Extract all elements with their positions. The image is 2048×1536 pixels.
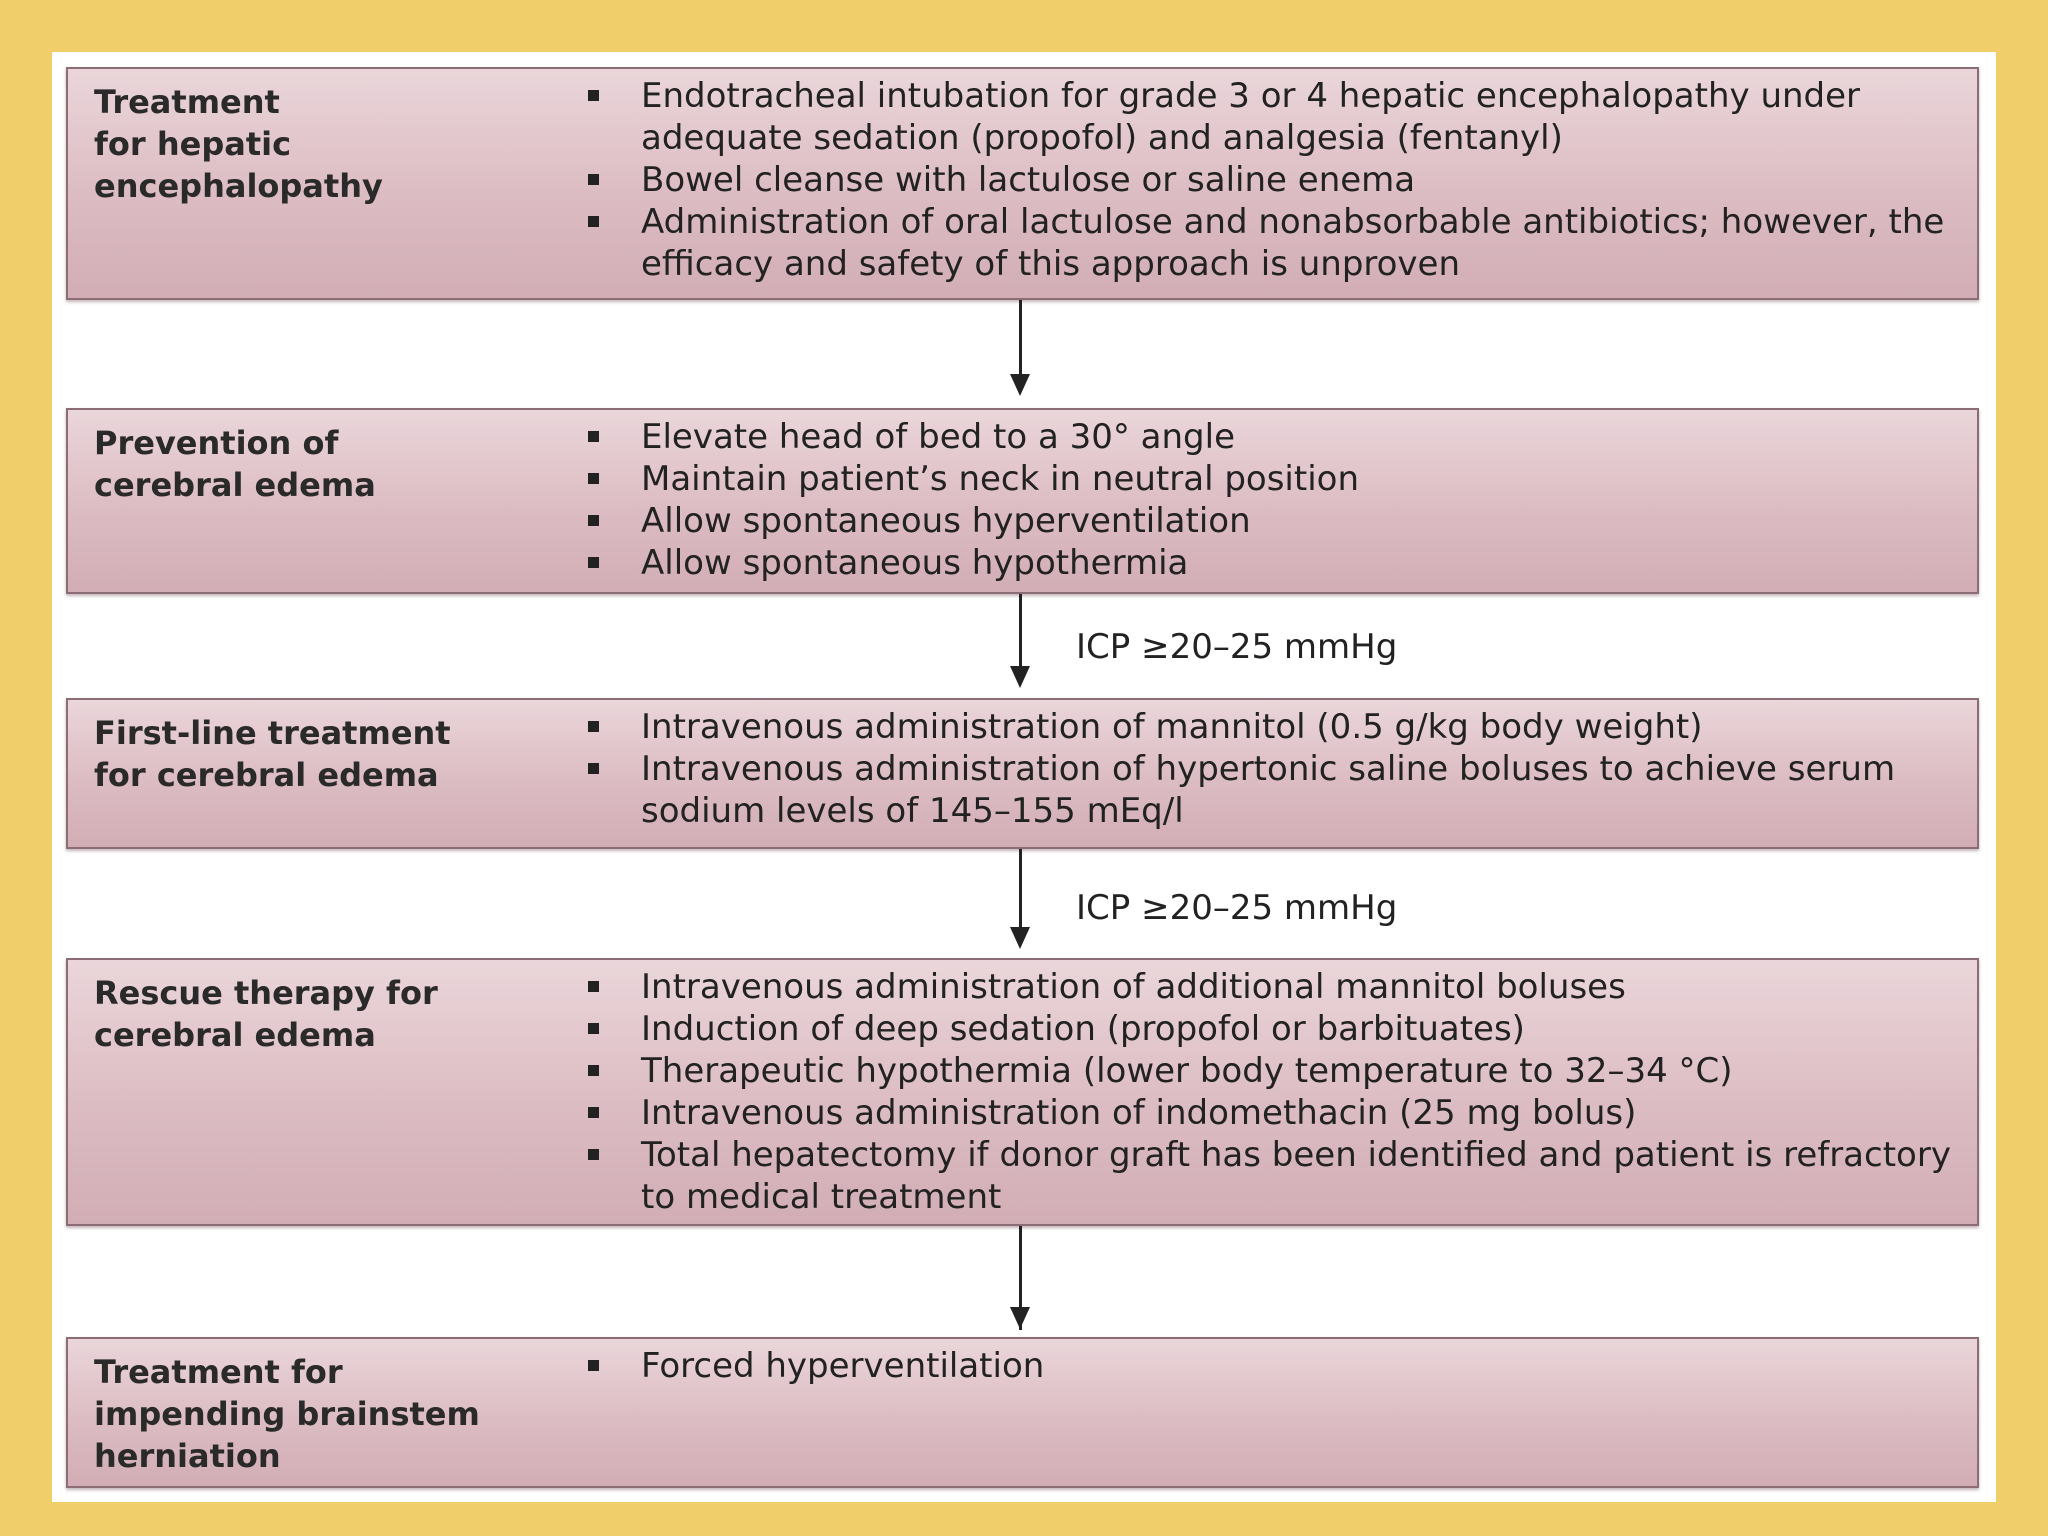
bullet-list	[586, 75, 1967, 285]
box-title: First-line treatment for cerebral edema	[94, 714, 451, 794]
bullet-square-icon	[588, 90, 599, 101]
bullet-item: Total hepatectomy if donor graft has been identified and patient is refractory to medical treatment	[586, 1134, 1967, 1218]
bullet-list	[586, 416, 1967, 584]
arrow-head-icon	[1010, 666, 1030, 688]
bullet-square-icon	[588, 174, 599, 185]
bullet-item: Induction of deep sedation (propofol or barbituates)	[586, 1008, 1967, 1050]
box-title: Prevention of cerebral edema	[94, 424, 376, 504]
bullet-square-icon	[588, 763, 599, 774]
bullet-list	[586, 966, 1967, 1218]
bullet-list	[586, 1345, 1967, 1387]
bullet-square-icon	[588, 981, 599, 992]
bullet-square-icon	[588, 1107, 599, 1118]
bullet-item: Intravenous administration of mannitol (0.5 g/kg body weight)	[586, 706, 1967, 748]
bullet-square-icon	[588, 515, 599, 526]
arrow-head-icon	[1010, 374, 1030, 396]
arrow-line	[1019, 594, 1022, 668]
arrow-head-icon	[1010, 1307, 1030, 1329]
bullet-square-icon	[588, 1023, 599, 1034]
bullet-square-icon	[588, 1065, 599, 1076]
box-title: Treatment for hepatic encephalopathy	[94, 83, 383, 205]
bullet-item: Intravenous administration of additional mannitol boluses	[586, 966, 1967, 1008]
bullet-item: Allow spontaneous hyperventilation	[586, 500, 1967, 542]
bullet-list	[586, 706, 1967, 832]
bullet-item: Endotracheal intubation for grade 3 or 4 hepatic encephalopathy under adequate sedation (propofol) and analgesia (fentanyl)	[586, 75, 1967, 159]
bullet-square-icon	[588, 721, 599, 732]
bullet-square-icon	[588, 1149, 599, 1160]
box-brainstem-herniation	[66, 1337, 1979, 1488]
bullet-item: Intravenous administration of indomethacin (25 mg bolus)	[586, 1092, 1967, 1134]
arrow-line	[1019, 300, 1022, 376]
bullet-item: Intravenous administration of hypertonic saline boluses to achieve serum sodium levels of 145–155 mEq/l	[586, 748, 1967, 832]
bullet-square-icon	[588, 216, 599, 227]
arrow-label: ICP ≥20–25 mmHg	[1076, 627, 1398, 667]
bullet-item: Therapeutic hypothermia (lower body temperature to 32–34 °C)	[586, 1050, 1967, 1092]
bullet-square-icon	[588, 473, 599, 484]
arrow-label: ICP ≥20–25 mmHg	[1076, 888, 1398, 928]
bullet-square-icon	[588, 431, 599, 442]
box-rescue-therapy	[66, 958, 1979, 1226]
bullet-square-icon	[588, 1360, 599, 1371]
arrow-line	[1019, 849, 1022, 929]
box-title: Treatment for impending brainstem herniation	[94, 1353, 480, 1475]
bullet-item: Forced hyperventilation	[586, 1345, 1967, 1387]
box-prevention-cerebral-edema	[66, 408, 1979, 594]
box-title: Rescue therapy for cerebral edema	[94, 974, 438, 1054]
arrow-head-icon	[1010, 927, 1030, 949]
bullet-item: Allow spontaneous hypothermia	[586, 542, 1967, 584]
box-hepatic-encephalopathy	[66, 67, 1979, 300]
bullet-square-icon	[588, 557, 599, 568]
box-first-line-treatment	[66, 698, 1979, 849]
bullet-item: Bowel cleanse with lactulose or saline enema	[586, 159, 1967, 201]
bullet-item: Maintain patient’s neck in neutral position	[586, 458, 1967, 500]
bullet-item: Administration of oral lactulose and nonabsorbable antibiotics; however, the efficacy and safety of this approach is unproven	[586, 201, 1967, 285]
bullet-item: Elevate head of bed to a 30° angle	[586, 416, 1967, 458]
